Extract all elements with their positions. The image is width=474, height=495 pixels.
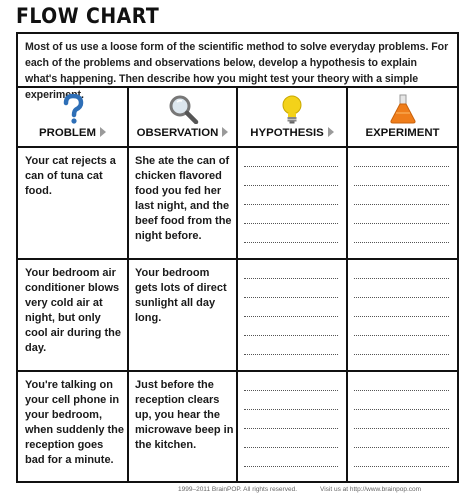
- copyright-text: 1999–2011 BrainPOP. All rights reserved.: [178, 486, 297, 493]
- flask-icon: [386, 94, 420, 124]
- column-header-label: OBSERVATION: [129, 127, 236, 139]
- flow-chart-table: [16, 32, 459, 483]
- instructions-text: Most of us use a loose form of the scientific method to solve everyday problems. For each of the problems and observations below, develop a hypothesis to explain what's happening. Then describe how you might test your theory with a simple experiment.: [18, 34, 457, 88]
- column-header-label: HYPOTHESIS: [238, 127, 346, 139]
- observation-cell: She ate the can of chicken flavored food you fed her last night, and the beef food from the night before.: [135, 155, 232, 242]
- observation-cell: Just before the reception clears up, you hear the microwave beep in the kitchen.: [135, 379, 234, 451]
- experiment-answer-lines[interactable]: [354, 372, 449, 467]
- experiment-answer-lines[interactable]: [354, 148, 449, 243]
- column-header-hypothesis: [238, 90, 346, 146]
- hypothesis-answer-lines[interactable]: [244, 260, 338, 355]
- hypothesis-answer-lines[interactable]: [244, 148, 338, 243]
- page-title: FLOW CHART: [16, 4, 160, 28]
- observation-cell: Your bedroom gets lots of direct sunlight all day long.: [135, 267, 227, 324]
- column-header-observation: [129, 90, 236, 146]
- column-header-label: EXPERIMENT: [365, 127, 440, 139]
- column-header-experiment: [348, 90, 457, 146]
- hypothesis-answer-lines[interactable]: [244, 372, 338, 467]
- question-mark-icon: [56, 94, 90, 124]
- column-header-label: PROBLEM: [18, 127, 127, 139]
- problem-cell: Your cat rejects a can of tuna cat food.: [25, 155, 116, 197]
- arrow-right-icon: [328, 127, 334, 137]
- arrow-right-icon: [222, 127, 228, 137]
- experiment-answer-lines[interactable]: [354, 260, 449, 355]
- problem-cell: You're talking on your cell phone in your bedroom, when suddenly the reception goes bad for a minute.: [25, 379, 125, 466]
- light-bulb-icon: [275, 94, 309, 124]
- website-link[interactable]: Visit us at http://www.brainpop.com: [320, 486, 422, 493]
- problem-cell: Your bedroom air conditioner blows very cold air at night, but only cool air during the day.: [25, 267, 121, 354]
- arrow-right-icon: [100, 127, 106, 137]
- magnifying-glass-icon: [166, 94, 200, 124]
- column-header-problem: [18, 90, 127, 146]
